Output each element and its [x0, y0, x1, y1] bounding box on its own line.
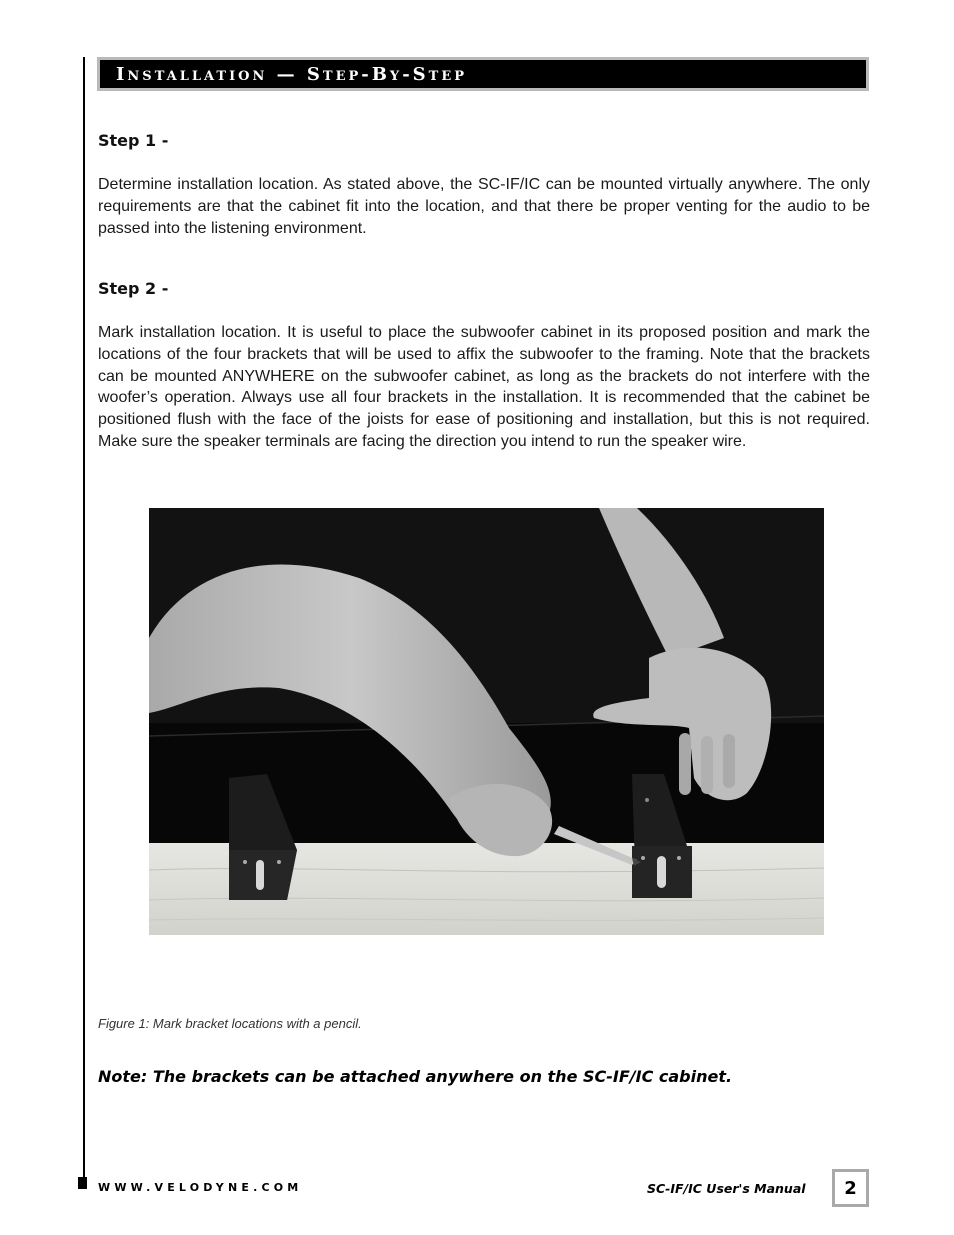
step-1-heading: Step 1 - [98, 131, 169, 150]
photo-illustration [149, 508, 824, 935]
step-2-heading: Step 2 - [98, 279, 169, 298]
step-2-text: Mark installation location. It is useful to place the subwoofer cabinet in its proposed position and mark the locations of the four brackets that will be used to affix the subwoofer to the framing. Note that the brackets can be mounted ANYWHERE on the subwoofer cabinet, as long as the brackets do not interfere with the woofer’s operation. Always use all four brackets in the installation. It is recommended that the cabinet be positioned flush with the face of the joists for ease of positioning and installation, but this is not required. Make sure the speaker terminals are facing the direction you intend to run the speaker wire. [98, 324, 870, 450]
step-1-text: Determine installation location. As stated above, the SC-IF/IC can be mounted virtually anywhere. The only requirements are that the cabinet fit into the location, and that there be proper venting for the audio to be passed into the listening environment. [98, 176, 870, 237]
footer-manual-title: SC-IF/IC User's Manual [647, 1181, 806, 1196]
page-number: 2 [844, 1177, 857, 1199]
figure-caption: Figure 1: Mark bracket locations with a pencil. [98, 1016, 362, 1031]
section-header [97, 57, 869, 91]
footer-url[interactable]: WWW.VELODYNE.COM [98, 1181, 303, 1194]
note-text: Note: The brackets can be attached anywhere on the SC-IF/IC cabinet. [98, 1067, 733, 1086]
installation-photo [149, 508, 824, 935]
left-margin-rule [83, 57, 85, 1179]
page-number-box [832, 1169, 869, 1207]
section-title: Installation — Step-By-Step [116, 64, 468, 85]
footer-marker-square [78, 1177, 87, 1189]
